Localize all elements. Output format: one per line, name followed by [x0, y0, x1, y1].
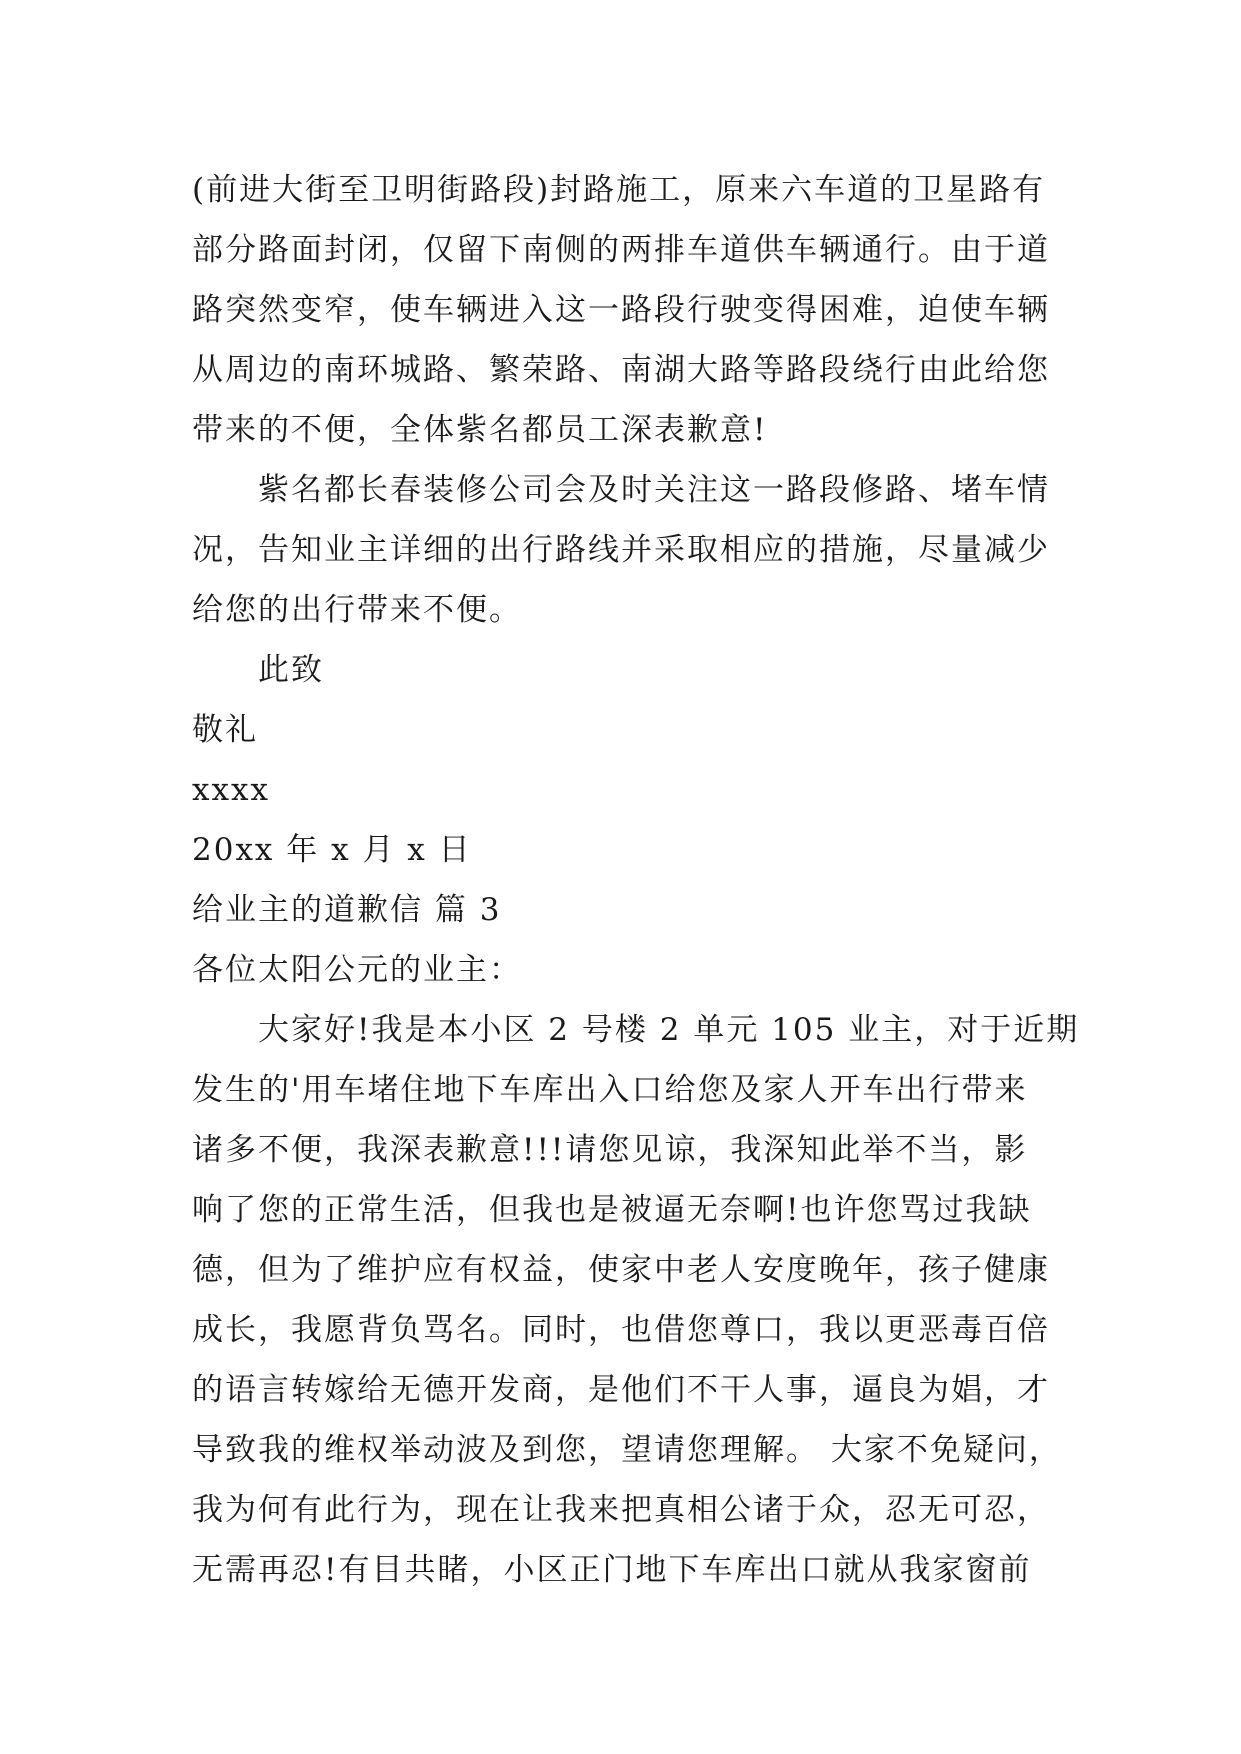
text-line: 发生的'用车堵住地下车库出入口给您及家人开车出行带来: [192, 1072, 1028, 1108]
text-line: 给您的出行带来不便。: [192, 592, 522, 628]
text-line: 从周边的南环城路、繁荣路、南湖大路等路段绕行由此给您: [192, 352, 1050, 388]
text-line: 响了您的正常生活，但我也是被逼无奈啊!也许您骂过我缺: [192, 1192, 1032, 1228]
signature: xxxx: [192, 772, 270, 808]
date-line: 20xx 年 x 月 x 日: [192, 832, 472, 868]
text-line: 路突然变窄，使车辆进入这一路段行驶变得困难，迫使车辆: [192, 292, 1050, 328]
text-line: 诸多不便，我深表歉意!!!请您见谅，我深知此举不当，影: [192, 1132, 1028, 1168]
text-line: 况，告知业主详细的出行路线并采取相应的措施，尽量减少: [192, 532, 1050, 568]
text-line: 无需再忍!有目共睹，小区正门地下车库出口就从我家窗前: [192, 1552, 1032, 1588]
text-line: 我为何有此行为，现在让我来把真相公诸于众，忍无可忍，: [192, 1492, 1050, 1528]
text-line: 的语言转嫁给无德开发商，是他们不干人事，逼良为娼，才: [192, 1372, 1050, 1408]
text-line: 部分路面封闭，仅留下南侧的两排车道供车辆通行。由于道: [192, 232, 1050, 268]
section-title: 给业主的道歉信 篇 3: [192, 892, 502, 928]
text-line: 德，但为了维护应有权益，使家中老人安度晚年，孩子健康: [192, 1252, 1050, 1288]
paragraph-start-line: 大家好!我是本小区 2 号楼 2 单元 105 业主，对于近期: [258, 1012, 1080, 1048]
text-line: 导致我的维权举动波及到您，望请您理解。 大家不免疑问，: [192, 1432, 1062, 1468]
paragraph-start-line: 紫名都长春装修公司会及时关注这一路段修路、堵车情: [258, 472, 1050, 508]
text-line: 成长，我愿背负骂名。同时，也借您尊口，我以更恶毒百倍: [192, 1312, 1050, 1348]
text-line: 带来的不便，全体紫名都员工深表歉意!: [192, 412, 768, 448]
text-line: (前进大街至卫明街路段)封路施工，原来六车道的卫星路有: [192, 172, 1046, 208]
document-body: [192, 160, 1080, 1600]
closing-regards: 敬礼: [192, 712, 258, 748]
closing-salutation: 此致: [258, 652, 324, 688]
greeting: 各位太阳公元的业主：: [192, 952, 522, 988]
